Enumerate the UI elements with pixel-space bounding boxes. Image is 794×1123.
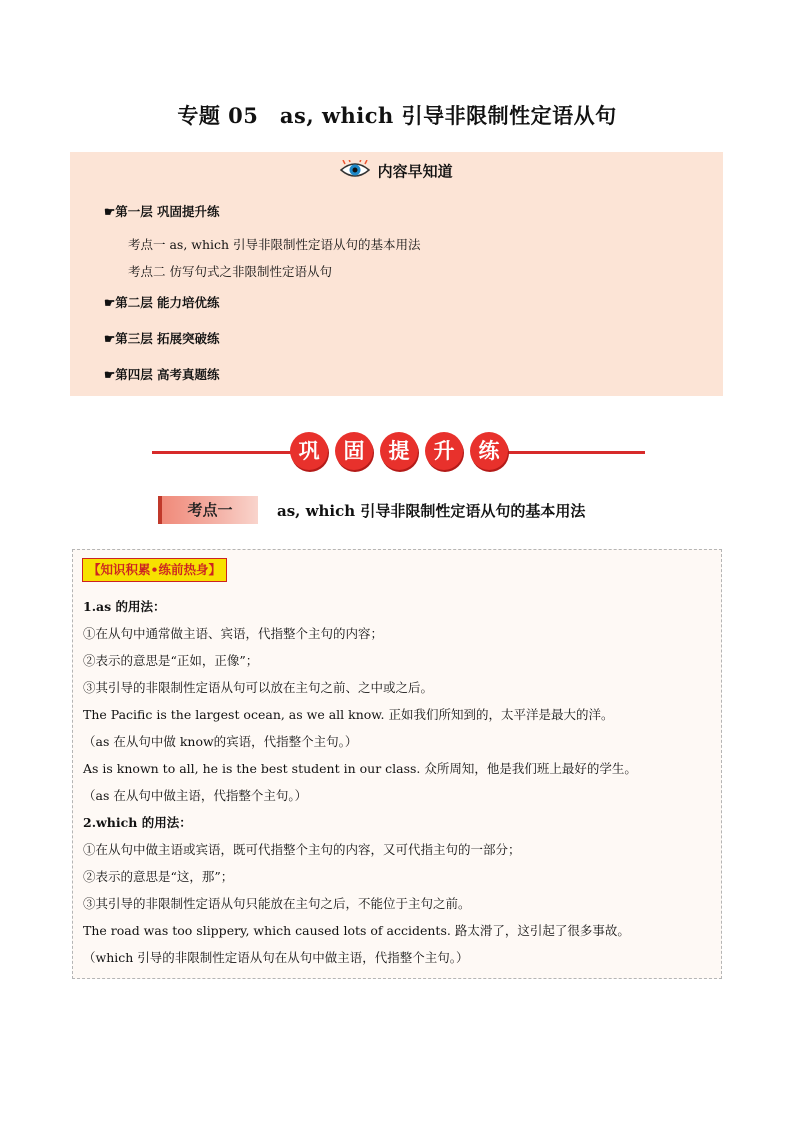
toc-level-3: ☛第三层 拓展突破练 (104, 331, 220, 346)
toc-heading: 内容早知道 (377, 162, 453, 181)
knowledge-line: ①在从句中通常做主语、宾语，代指整个主句的内容； (83, 626, 384, 641)
knowledge-line: The road was too slippery, which caused lots of accidents. 路太滑了，这引起了很多事故。 (83, 923, 630, 938)
banner-rule-right (505, 451, 645, 454)
banner-rule-left (152, 451, 294, 454)
knowledge-line: ③其引导的非限制性定语从句只能放在主句之后，不能位于主句之前。 (83, 896, 471, 911)
knowledge-line: The Pacific is the largest ocean, as we all know. 正如我们所知到的，太平洋是最大的洋。 (83, 707, 614, 722)
section-title: as, which 引导非限制性定语从句的基本用法 (277, 502, 586, 520)
banner-char: 升 (425, 432, 463, 470)
banner-char: 巩 (290, 432, 328, 470)
section-banner (290, 432, 510, 474)
knowledge-line: ③其引导的非限制性定语从句可以放在主句之前、之中或之后。 (83, 680, 434, 695)
banner-char: 提 (380, 432, 418, 470)
toc-heading-row (70, 160, 723, 184)
knowledge-box (72, 549, 722, 979)
knowledge-tag: 【知识积累•练前热身】 (82, 558, 227, 582)
knowledge-line: As is known to all, he is the best student in our class. 众所周知，他是我们班上最好的学生。 (83, 761, 637, 776)
knowledge-line: （as 在从句中做主语，代指整个主句。） (83, 788, 308, 803)
knowledge-line: 2.which 的用法： (83, 815, 192, 830)
page-title: 专题 05 as, which 引导非限制性定语从句 (177, 103, 617, 128)
knowledge-line: （which 引导的非限制性定语从句在从句中做主语，代指整个主句。） (83, 950, 469, 965)
knowledge-line: ②表示的意思是“正如，正像”； (83, 653, 259, 668)
toc-level-4: ☛第四层 高考真题练 (104, 367, 220, 382)
knowledge-line: （as 在从句中做 know的宾语，代指整个主句。） (83, 734, 358, 749)
toc-level-1: ☛第一层 巩固提升练 (104, 204, 220, 219)
toc-point-1: 考点一 as, which 引导非限制性定语从句的基本用法 (128, 237, 421, 252)
section-tag: 考点一 (158, 496, 258, 524)
banner-char: 固 (335, 432, 373, 470)
knowledge-line: ②表示的意思是“这，那”； (83, 869, 234, 884)
toc-point-2: 考点二 仿写句式之非限制性定语从句 (128, 264, 332, 279)
eye-icon (340, 160, 370, 184)
knowledge-line: 1.as 的用法： (83, 599, 166, 614)
knowledge-line: ①在从句中做主语或宾语，既可代指整个主句的内容，又可代指主句的一部分； (83, 842, 521, 857)
toc-level-2: ☛第二层 能力培优练 (104, 295, 220, 310)
toc-panel (70, 152, 723, 396)
banner-char: 练 (470, 432, 508, 470)
